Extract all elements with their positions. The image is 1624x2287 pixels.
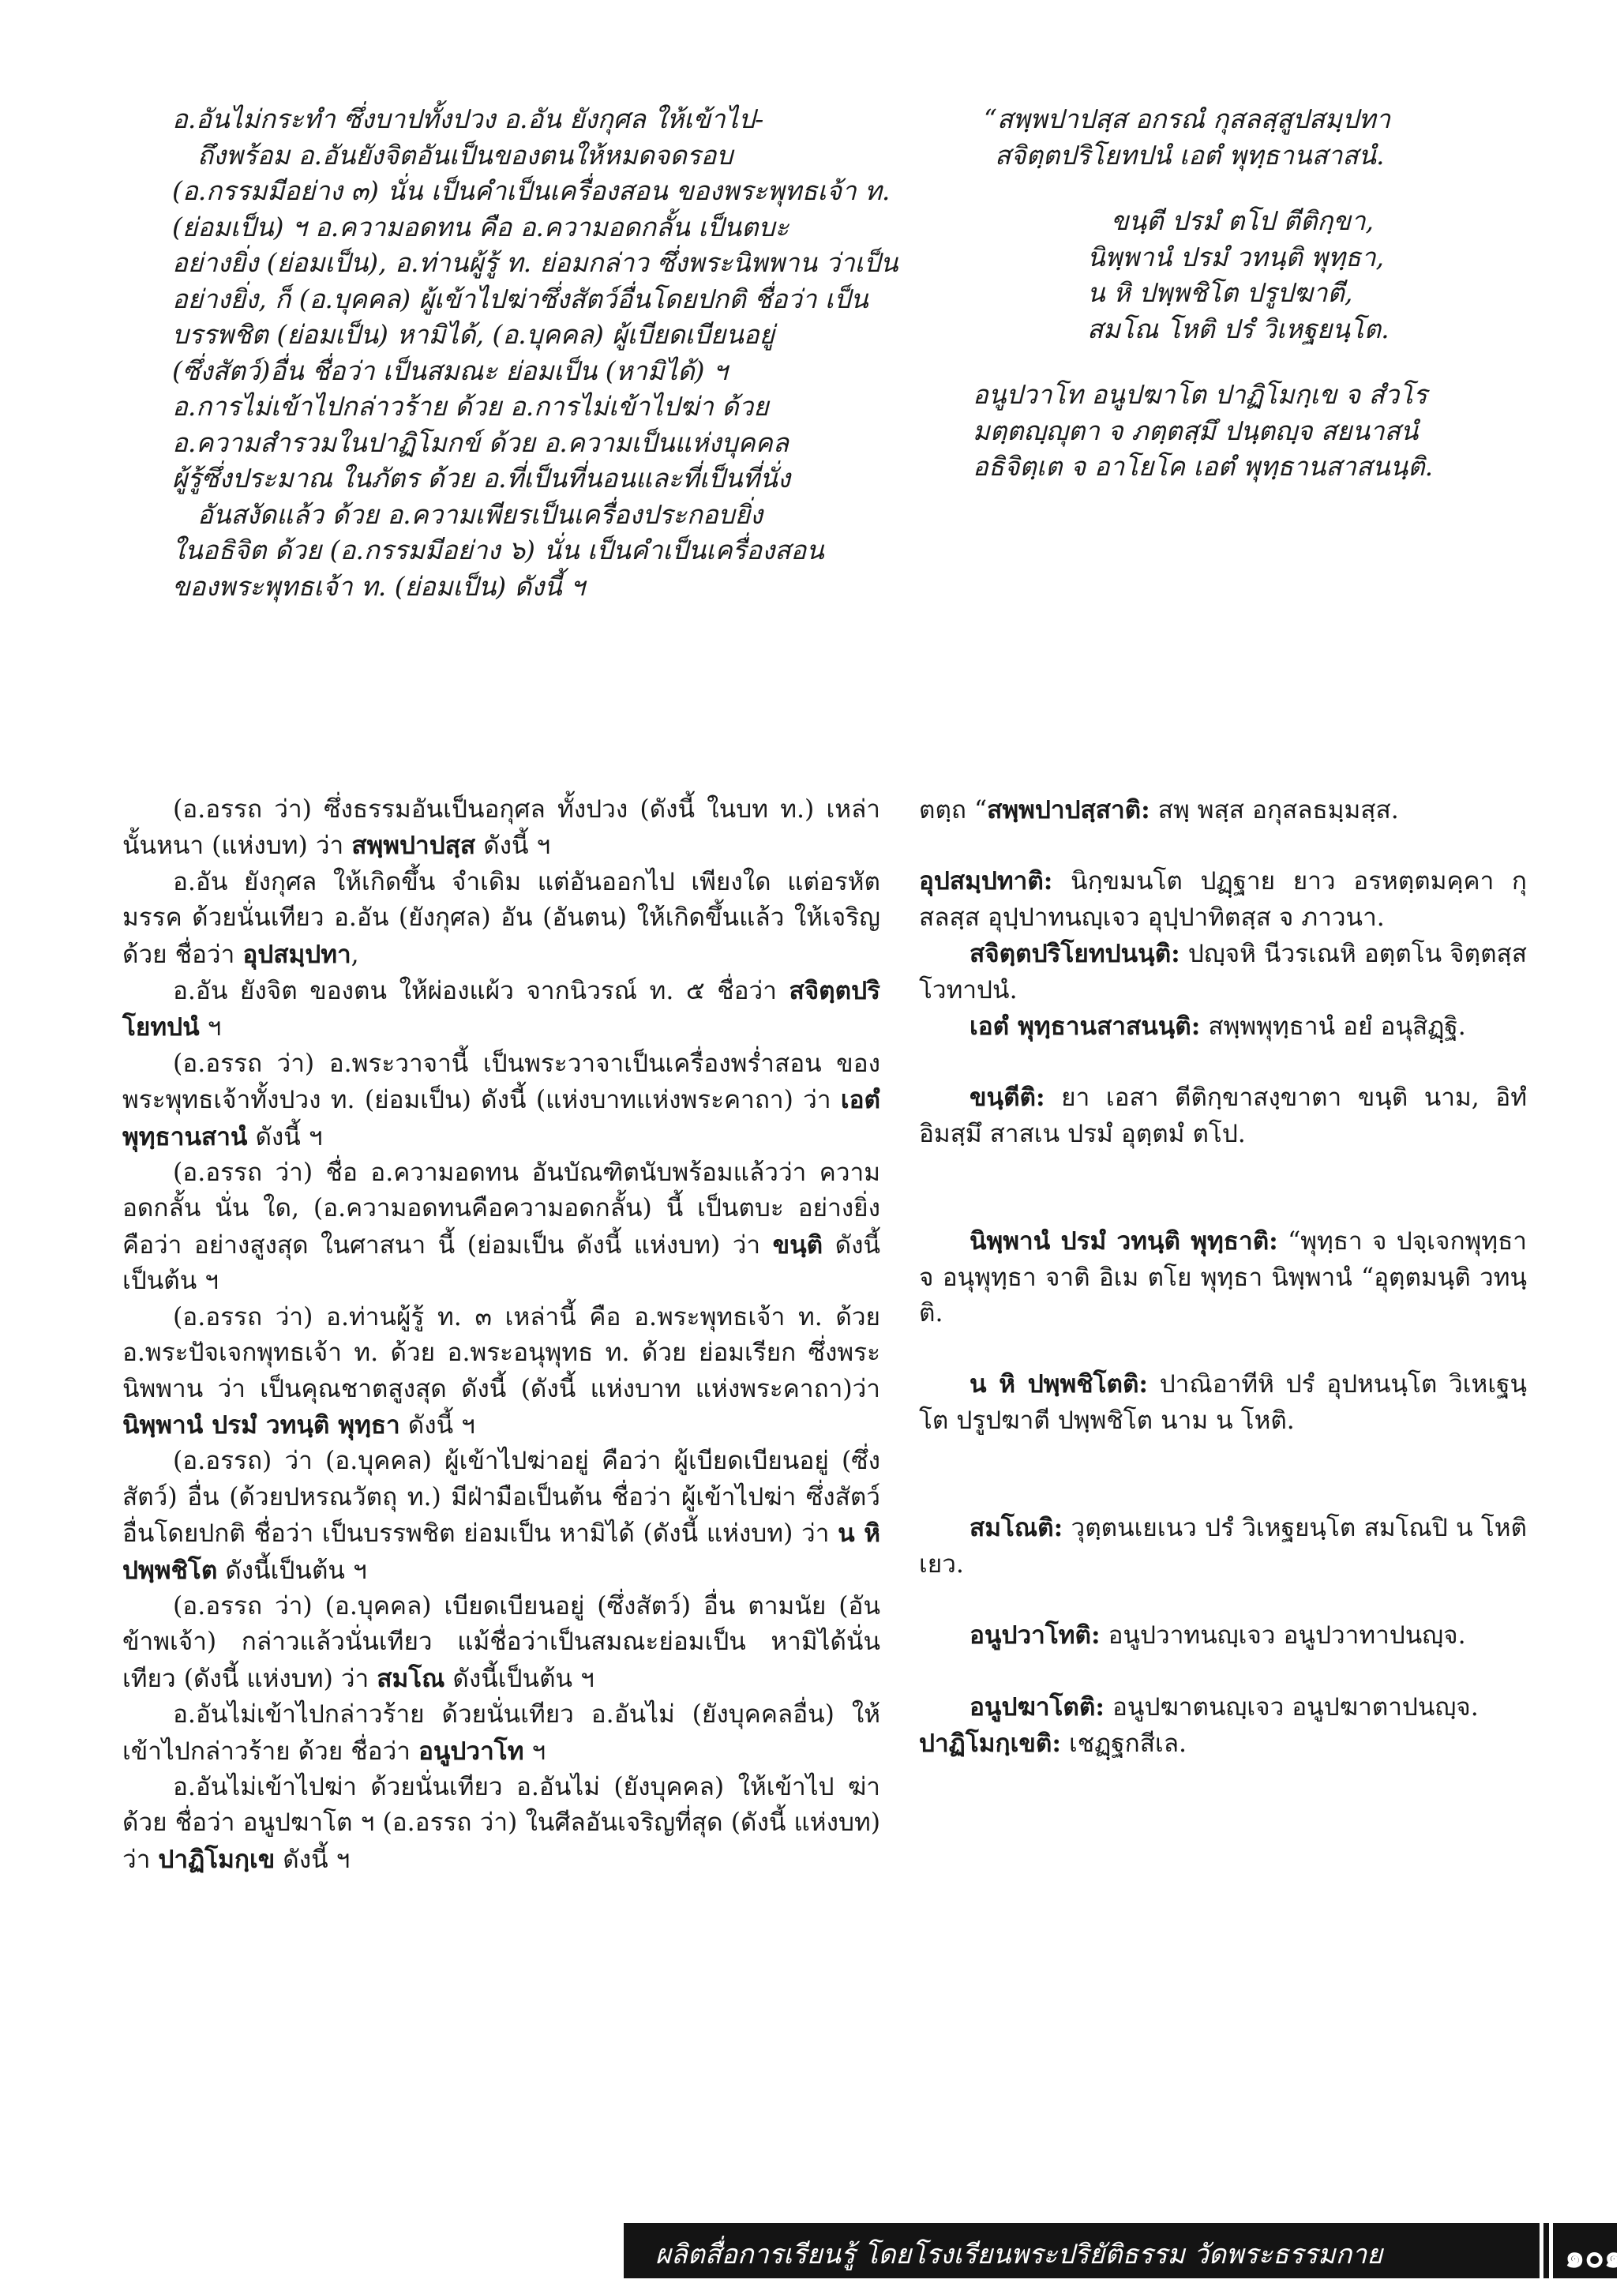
pali-gloss bbox=[919, 1510, 1527, 1583]
pali-gloss bbox=[919, 1726, 1527, 1762]
commentary-paragraph bbox=[122, 792, 880, 865]
page-footer bbox=[624, 2223, 1624, 2278]
tl-line: ถึงพร้อม อ.อันยังจิตอันเป็นของตนให้หมดจดรอบ bbox=[197, 139, 733, 171]
verse-line: อนูปวาโท อนูปฆาโต ปาฏิโมกฺเข จ สํวโร bbox=[973, 379, 1427, 410]
gloss-keyword: น หิ ปพฺพชิโตติ: bbox=[970, 1369, 1149, 1399]
commentary-paragraph bbox=[122, 1770, 880, 1878]
tl-line: ของพระพุทธเจ้า ท. (ย่อมเป็น) ดังนี้ ฯ bbox=[172, 570, 585, 602]
top-right-pali-verse bbox=[973, 101, 1541, 515]
verse-stanza-3 bbox=[973, 377, 1541, 485]
paragraph-text: (อ.อรรถ ว่า) ชื่อ อ.ความอดทน อันบัณฑิตนับพร้อมแล้วว่า ความอดกลั้น นั่น ใด, (อ.ความอดทนคือความอดกลั้น) นี้ เป็นตบะ อย่างยิ่ง คือว่า อย่างสูงสุด ในศาสนา นี้ (ย่อมเป็น ดังนี้ แห่งบท) ว่า bbox=[122, 1159, 880, 1260]
tl-line: อ.อันไม่กระทำ ซึ่งบาปทั้งปวง อ.อัน ยังกุศล ให้เข้าไป- bbox=[172, 103, 764, 134]
verse-line: สจิตฺตปริโยทปนํ เอตํ พุทฺธานสาสนํ. bbox=[995, 139, 1385, 171]
gloss-keyword: เอตํ พุทฺธานสาสนนฺติ: bbox=[970, 1012, 1201, 1042]
gloss-text: นิกฺขมนโต ปฏฺฐาย ยาว อรหตฺตมคฺคา กุสลสฺส อุปฺปาทนญฺเจว อุปฺปาทิตสฺส จ ภาวนา. bbox=[919, 867, 1527, 932]
gloss-text: อนูปฆาตนญฺเจว อนูปฆาตาปนญฺจ. bbox=[1104, 1692, 1479, 1722]
pali-gloss bbox=[919, 1366, 1527, 1439]
verse-line: มตฺตญฺญุตา จ ภตฺตสฺมึ ปนฺตญฺจ สยนาสนํ bbox=[973, 415, 1419, 446]
tl-line: อ.ความสำรวมในปาฏิโมกข์ ด้วย อ.ความเป็นแห่งบุคคล bbox=[172, 426, 789, 458]
paragraph-text: ฯ bbox=[199, 1013, 222, 1042]
commentary-paragraph bbox=[122, 1300, 880, 1444]
pali-gloss bbox=[919, 936, 1527, 1008]
paragraph-text: ฯ bbox=[523, 1737, 546, 1766]
keyword: น หิ ปพฺพชิโต bbox=[122, 1519, 881, 1585]
pali-gloss bbox=[919, 863, 1527, 936]
gloss-text: สพฺ พสฺส อกุสลธมฺมสฺส. bbox=[1150, 796, 1399, 824]
verse-stanza-2 bbox=[973, 203, 1541, 347]
verse-line: “สพฺพปาปสฺส อกรณํ กุสลสฺสูปสมฺปทา bbox=[984, 103, 1391, 134]
paragraph-text: อ.อัน ยังกุศล ให้เกิดขึ้น จำเดิม แต่อันออกไป เพียงใด แต่อรหัตมรรค ด้วยนั่นเทียว อ.อัน (ยังกุศล) อัน (อันตน) ให้เกิดขึ้นแล้ว ให้เจริญ ด้วย ชื่อว่า bbox=[122, 867, 880, 969]
keyword: ขนฺติ bbox=[772, 1230, 823, 1260]
tl-line: (อ.กรรมมีอย่าง ๓) นั่น เป็นคำเป็นเครื่องสอน ของพระพุทธเจ้า ท. bbox=[172, 175, 891, 206]
gloss-keyword: นิพฺพานํ ปรมํ วทนฺติ พุทฺธาติ: bbox=[970, 1226, 1278, 1256]
bottom-right-pali-commentary bbox=[919, 792, 1527, 1762]
paragraph-text: (อ.อรรถ) ว่า (อ.บุคคล) ผู้เข้าไปฆ่าอยู่ คือว่า ผู้เบียดเบียนอยู่ (ซึ่งสัตว์) อื่น (ด้วยปหรณวัตถุ ท.) มีฝ่ามือเป็นต้น ชื่อว่า ผู้เข้าไปฆ่า ซึ่งสัตว์อื่นโดยปกติ ชื่อว่า เป็นบรรพชิต ย่อมเป็น หามิได้ (ดังนี้ แห่งบท) ว่า bbox=[122, 1447, 880, 1549]
verse-line: ขนฺตี ปรมํ ตโป ตีติกฺขา, bbox=[1111, 205, 1374, 236]
gloss-keyword: ขนฺตีติ: bbox=[970, 1083, 1045, 1113]
keyword: สพฺพปาปสฺส bbox=[351, 831, 476, 861]
pali-gloss bbox=[919, 792, 1527, 828]
gloss-keyword: อุปสมฺปทาติ: bbox=[919, 866, 1053, 896]
tl-line: อันสงัดแล้ว ด้วย อ.ความเพียรเป็นเครื่องประกอบยิ่ง bbox=[197, 498, 763, 530]
paragraph-text: ดังนี้ ฯ bbox=[247, 1122, 323, 1151]
tl-line: ในอธิจิต ด้วย (อ.กรรมมีอย่าง ๖) นั่น เป็นคำเป็นเครื่องสอน bbox=[172, 535, 824, 565]
paragraph-text: ดังนี้ ฯ bbox=[399, 1410, 475, 1440]
paragraph-text: อ.อันไม่เข้าไปกล่าวร้าย ด้วยนั่นเทียว อ.อันไม่ (ยังบุคคลอื่น) ให้เข้าไปกล่าวร้าย ด้วย ชื่อว่า bbox=[122, 1700, 880, 1766]
verse-line: น หิ ปพฺพชิโต ปรูปฆาตี, bbox=[1087, 277, 1353, 308]
top-left-translation bbox=[172, 101, 898, 604]
gloss-text: วุตฺตนเยเนว ปรํ วิเหฐยนฺโต สมโณปิ น โหติเยว. bbox=[919, 1514, 1527, 1579]
tl-line: (ย่อมเป็น) ฯ อ.ความอดทน คือ อ.ความอดกลั้น เป็นตบะ bbox=[172, 211, 789, 242]
tl-line: อย่างยิ่ง, ก็ (อ.บุคคล) ผู้เข้าไปฆ่าซึ่งสัตว์อื่นโดยปกติ ชื่อว่า เป็น bbox=[172, 283, 868, 314]
paragraph-text: ดังนี้เป็นต้น ฯ bbox=[217, 1556, 367, 1585]
paragraph-text: (อ.อรรถ ว่า) (อ.บุคคล) เบียดเบียนอยู่ (ซึ่งสัตว์) อื่น ตามนัย (อันข้าพเจ้า) กล่าวแล้วนั่นเทียว แม้ชื่อว่าเป็นสมณะย่อมเป็น หามิได้นั่นเทียว (ดังนี้ แห่งบท) ว่า bbox=[122, 1591, 880, 1693]
paragraph-text: อ.อันไม่เข้าไปฆ่า ด้วยนั่นเทียว อ.อันไม่ (ยังบุคคล) ให้เข้าไป ฆ่า ด้วย ชื่อว่า อนูปฆาโต ฯ (อ.อรรถ ว่า) ในศีลอันเจริญที่สุด (ดังนี้ แห่งบท) ว่า bbox=[122, 1772, 880, 1874]
gloss-text: ตตฺถ “ bbox=[919, 796, 988, 824]
keyword: อนูปวาโท bbox=[418, 1736, 524, 1766]
pali-gloss bbox=[919, 1080, 1527, 1152]
commentary-paragraph bbox=[122, 865, 880, 973]
paragraph-text: ดังนี้ ฯ bbox=[275, 1845, 351, 1874]
gloss-keyword: ปาฏิโมกฺเขติ: bbox=[919, 1728, 1061, 1758]
pali-gloss bbox=[919, 1617, 1527, 1654]
footer-divider bbox=[1549, 2223, 1553, 2278]
tl-line: อย่างยิ่ง (ย่อมเป็น), อ.ท่านผู้รู้ ท. ย่อมกล่าว ซึ่งพระนิพพาน ว่าเป็น bbox=[172, 247, 898, 278]
page-number: ๑๐๑ bbox=[1565, 2238, 1624, 2275]
tl-line: อ.การไม่เข้าไปกล่าวร้าย ด้วย อ.การไม่เข้าไปฆ่า ด้วย bbox=[172, 391, 769, 422]
keyword: เอตํ พุทฺธานสานํ bbox=[122, 1085, 880, 1151]
tl-line: บรรพชิต (ย่อมเป็น) หามิได้, (อ.บุคคล) ผู้เบียดเบียนอยู่ bbox=[172, 319, 774, 350]
gloss-text: “พุทฺธา จ ปจฺเจกพุทฺธา จ อนุพุทฺธา จาติ อิเม ตโย พุทฺธา นิพฺพานํ “อุตฺตมนฺติ วทนฺติ. bbox=[919, 1227, 1527, 1328]
footer-publisher-text: ผลิตสื่อการเรียนรู้ โดยโรงเรียนพระปริยัติธรรม วัดพระธรรมกาย bbox=[655, 2239, 1383, 2270]
pali-gloss bbox=[919, 1008, 1527, 1045]
commentary-paragraph bbox=[122, 973, 880, 1046]
commentary-paragraph bbox=[122, 1046, 880, 1155]
paragraph-text: , bbox=[351, 940, 359, 969]
commentary-paragraph bbox=[122, 1697, 880, 1770]
tl-line: ผู้รู้ซึ่งประมาณ ในภัตร ด้วย อ.ที่เป็นที่นอนและที่เป็นที่นั่ง bbox=[172, 463, 790, 494]
paragraph-text: (อ.อรรถ ว่า) อ.ท่านผู้รู้ ท. ๓ เหล่านี้ คือ อ.พระพุทธเจ้า ท. ด้วย อ.พระปัจเจกพุทธเจ้า ท. ด้วย อ.พระอนุพุทธ ท. ด้วย ย่อมเรียก ซึ่งพระนิพพาน ว่า เป็นคุณชาตสูงสุด ดังนี้ (ดังนี้ แห่งบาท แห่งพระคาถา)ว่า bbox=[122, 1302, 880, 1403]
verse-line: นิพฺพานํ ปรมํ วทนฺติ พุทฺธา, bbox=[1087, 241, 1384, 272]
tl-line: (ซึ่งสัตว์)อื่น ชื่อว่า เป็นสมณะ ย่อมเป็น (หามิได้) ฯ bbox=[172, 355, 728, 386]
keyword: อุปสมฺปทา bbox=[242, 939, 351, 969]
footer-divider bbox=[1540, 2223, 1543, 2278]
gloss-keyword: สมโณติ: bbox=[970, 1513, 1063, 1543]
paragraph-text: ดังนี้เป็นต้น ฯ bbox=[122, 1230, 881, 1296]
gloss-text: เชฏฺฐกสีเล. bbox=[1060, 1729, 1187, 1758]
keyword: สจิตฺตปริโยทปนํ bbox=[122, 976, 880, 1042]
gloss-keyword: สพฺพปาปสฺสาติ: bbox=[987, 795, 1150, 824]
gloss-keyword: สจิตฺตปริโยทปนนฺติ: bbox=[970, 939, 1180, 969]
gloss-text: สพฺพพุทฺธานํ อยํ อนุสิฏฺฐิ. bbox=[1200, 1012, 1466, 1042]
paragraph-text: (อ.อรรถ ว่า) อ.พระวาจานี้ เป็นพระวาจาเป็นเครื่องพร่ำสอน ของพระพุทธเจ้าทั้งปวง ท. (ย่อมเป็น) ดังนี้ (แห่งบาทแห่งพระคาถา) ว่า bbox=[122, 1049, 880, 1115]
paragraph-text: อ.อัน ยังจิต ของตน ให้ผ่องแผ้ว จากนิวรณ์ ท. ๕ ชื่อว่า bbox=[173, 977, 789, 1006]
paragraph-text: ดังนี้เป็นต้น ฯ bbox=[444, 1664, 594, 1693]
verse-line: สมโณ โหติ ปรํ วิเหฐยนฺโต. bbox=[1087, 313, 1390, 344]
pali-gloss bbox=[919, 1689, 1527, 1726]
gloss-text: อนูปวาทนญฺเจว อนูปวาทาปนญฺจ. bbox=[1100, 1621, 1466, 1650]
gloss-keyword: อนูปวาโทติ: bbox=[970, 1620, 1101, 1650]
keyword: นิพฺพานํ ปรมํ วทนฺติ พุทฺธา bbox=[122, 1410, 400, 1440]
pali-gloss bbox=[919, 1223, 1527, 1331]
verse-stanza-1 bbox=[973, 101, 1541, 173]
commentary-paragraph bbox=[122, 1589, 880, 1697]
commentary-paragraph bbox=[122, 1444, 880, 1589]
bottom-left-commentary bbox=[122, 792, 880, 1878]
gloss-text: ปญฺจหิ นีวรเณหิ อตฺตโน จิตฺตสฺส โวทาปนํ. bbox=[919, 940, 1527, 1005]
keyword: ปาฏิโมกฺเข bbox=[158, 1844, 276, 1874]
paragraph-text: ดังนี้ ฯ bbox=[475, 832, 551, 861]
paragraph-text: (อ.อรรถ ว่า) ซึ่งธรรมอันเป็นอกุศล ทั้งปวง (ดังนี้ ในบท ท.) เหล่านั้นหนา (แห่งบท) ว่า bbox=[122, 795, 880, 861]
verse-line: อธิจิตฺเต จ อาโยโค เอตํ พุทฺธานสาสนนฺติ. bbox=[973, 451, 1434, 482]
gloss-text: ยา เอสา ตีติกฺขาสงฺขาตา ขนฺติ นาม, อิทํ อิมสฺมึ สาสเน ปรมํ อุตฺตมํ ตโป. bbox=[919, 1083, 1527, 1148]
gloss-keyword: อนูปฆาโตติ: bbox=[970, 1692, 1105, 1722]
gloss-text: ปาณิอาทีหิ ปรํ อุปหนนฺโต วิเหเฐนฺโต ปรูปฆาตี ปพฺพชิโต นาม น โหติ. bbox=[919, 1370, 1528, 1435]
commentary-paragraph bbox=[122, 1155, 880, 1300]
keyword: สมโณ bbox=[377, 1663, 445, 1693]
